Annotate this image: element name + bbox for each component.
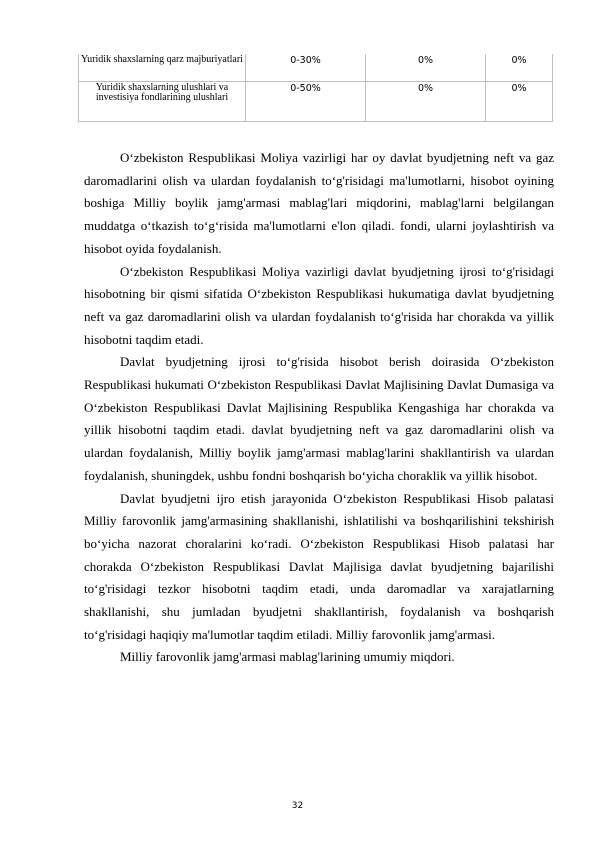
table-cell: 0% (366, 82, 486, 122)
row-label: Yuridik shaxslarning ulushlari va investisiya fondlarining ulushlari (79, 82, 246, 122)
table-row (79, 82, 553, 122)
paragraph: O‘zbekiston Respublikasi Moliya vazirligi har oy davlat byudjetning neft va gaz daromadlarini olish va ulardan foydalanish to‘g'risidagi ma'lumotlarni, hisobot oyining boshiga Milliy boylik jamg'armasi mablag'lari miqdorini, mablag'larni belgilangan muddatga o‘tkazish to‘g‘risida ma'lumotlarni e'lon qiladi. fondi, ularni joylashtirish va hisobot oyida foydalanish. (84, 150, 554, 256)
page-number: 32 (291, 801, 304, 811)
paragraph: Davlat byudjetni ijro etish jarayonida O‘zbekiston Respublikasi Hisob palatasi Milliy farovonlik jamg'armasining shakllanishi, ishlatilishi va boshqarilishini tekshirish bo‘yicha nazorat choralarini ko‘radi. O‘zbekiston Respublikasi Hisob palatasi har chorakda O‘zbekiston Respublikasi Davlat Majlisiga davlat byudjetning bajarilishi to‘g'risidagi tezkor hisobotni taqdim etadi, unda daromadlar va xarajatlarning shakllanishi, shu jumladan byudjetni shakllantirish, foydalanish va boshqarish to‘g'risidagi haqiqiy ma'lumotlar taqdim etiladi. Milliy farovonlik jamg'armasi. (84, 490, 554, 642)
paragraph: Davlat byudjetning ijrosi to‘g'risida hisobot berish doirasida O‘zbekiston Respublikasi hukumati O‘zbekiston Respublikasi Davlat Majlisining Davlat Dumasiga va O‘zbekiston Respublikasi Davlat Majlisining Respublika Kengashiga har chorakda va yillik hisobotni taqdim etadi. davlat byudjetning neft va gaz daromadlarini olish va ulardan foydalanish, Milliy boylik jamg'armasi mablag'larini shakllantirish va ulardan foydalanish, shuningdek, ushbu fondni boshqarish bo‘yicha choraklik va yillik hisobot. (84, 354, 554, 483)
row-label: Yuridik shaxslarning qarz majburiyatlari (79, 54, 246, 82)
table-cell: 0% (486, 82, 553, 122)
allocation-table (78, 54, 553, 122)
table-cell: 0% (486, 54, 553, 82)
table-cell: 0-30% (246, 54, 366, 82)
paragraph: Milliy farovonlik jamg'armasi mablag'larining umumiy miqdori. (120, 649, 455, 665)
table-cell: 0-50% (246, 82, 366, 122)
table-row (79, 54, 553, 82)
body-text (84, 147, 554, 669)
paragraph: O‘zbekiston Respublikasi Moliya vazirligi davlat byudjetning ijrosi to‘g'risidagi hisobotning bir qismi sifatida O‘zbekiston Respublikasi hukumatiga davlat byudjetning neft va gaz daromadlarini olish va ulardan foydalanish to‘g'risida har chorakda va yillik hisobotni taqdim etadi. (84, 263, 554, 347)
table-cell: 0% (366, 54, 486, 82)
